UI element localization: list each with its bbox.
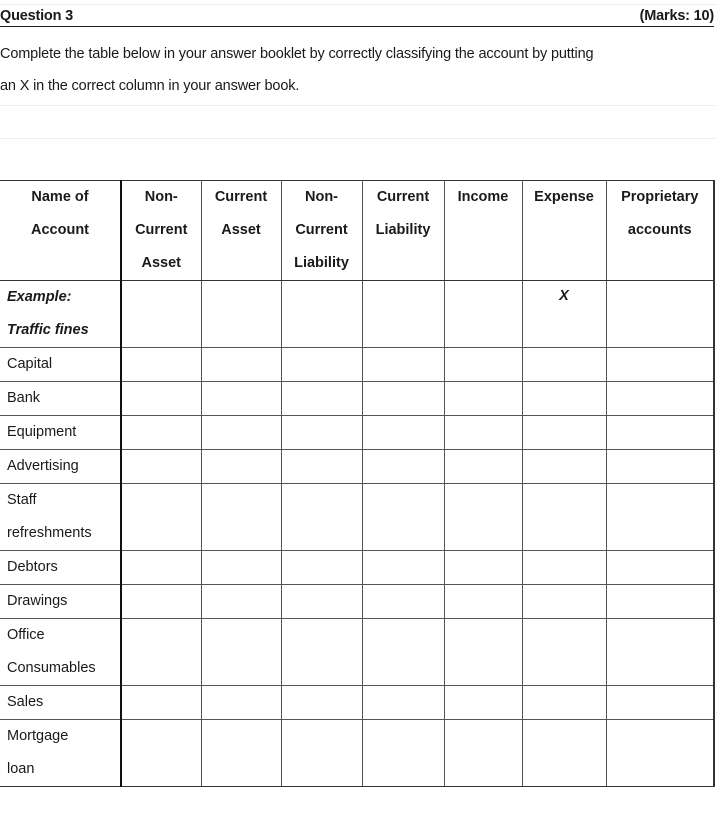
classification-cell-current-asset[interactable] [201,484,281,551]
classification-cell-current-liability[interactable] [362,450,444,484]
classification-cell-non-current-liability[interactable] [281,416,362,450]
account-name-cell [0,720,121,787]
account-name-text: Advertising [7,458,79,474]
classification-cell-non-current-liability[interactable] [281,382,362,416]
column-header-line: Name of [31,189,89,205]
classification-cell-expense[interactable] [522,585,606,619]
classification-cell-proprietary-accounts[interactable] [606,585,714,619]
classification-cell-non-current-liability[interactable] [281,619,362,686]
classification-cell-expense[interactable] [522,619,606,686]
classification-cell-income[interactable] [444,382,522,416]
account-name-cell [0,416,121,450]
classification-cell-current-liability[interactable] [362,484,444,551]
classification-cell-proprietary-accounts[interactable] [606,281,714,348]
page-separator [0,105,717,106]
classification-cell-non-current-liability[interactable] [281,686,362,720]
account-name-cell [0,551,121,585]
account-name-cell [0,348,121,382]
account-name-text: Traffic fines [7,322,89,338]
account-name-text: Drawings [7,593,68,609]
classification-cell-non-current-asset[interactable] [121,585,201,619]
column-header-name-of-account [0,181,121,281]
classification-cell-expense[interactable] [522,450,606,484]
table-row [0,551,714,585]
classification-cell-non-current-asset[interactable] [121,720,201,787]
classification-cell-non-current-liability[interactable] [281,484,362,551]
classification-cell-income[interactable] [444,416,522,450]
page-separator [0,138,717,139]
account-name-text: Example: [7,289,72,305]
column-header-line: Proprietary [621,189,699,205]
account-name-text: Sales [7,694,44,710]
table-row [0,720,714,787]
classification-cell-current-liability[interactable] [362,281,444,348]
question-marks: (Marks: 10) [639,8,714,24]
classification-cell-non-current-liability[interactable] [281,281,362,348]
classification-cell-non-current-asset[interactable] [121,619,201,686]
classification-cell-proprietary-accounts[interactable] [606,348,714,382]
column-header-line: Current [135,222,188,238]
column-header-line: Income [457,189,509,205]
classification-cell-expense[interactable] [522,348,606,382]
column-header-line: Liability [375,222,431,238]
account-name-text: Consumables [7,660,96,676]
account-name-text: Office [7,627,45,643]
column-header-line: Asset [221,222,261,238]
account-name-cell [0,686,121,720]
classification-cell-current-liability[interactable] [362,686,444,720]
column-header-line: Current [214,189,268,205]
classification-cell-current-asset[interactable] [201,585,281,619]
classification-cell-income[interactable] [444,720,522,787]
column-header-line: Current [376,189,430,205]
classification-cell-expense[interactable] [522,551,606,585]
column-header-line: accounts [627,222,692,238]
classification-cell-current-liability[interactable] [362,551,444,585]
account-name-cell [0,484,121,551]
classification-cell-expense[interactable] [522,382,606,416]
table-row [0,619,714,686]
classification-cell-proprietary-accounts[interactable] [606,720,714,787]
classification-cell-expense[interactable] [522,416,606,450]
column-header-line: Asset [141,255,181,271]
table-header-row [0,181,714,281]
column-header-line: Non- [144,189,178,205]
classification-cell-current-asset[interactable] [201,450,281,484]
question-instructions [0,38,717,102]
column-header-line: Liability [294,255,349,271]
classification-cell-non-current-asset[interactable] [121,348,201,382]
classification-cell-proprietary-accounts[interactable] [606,450,714,484]
table-row [0,686,714,720]
account-name-cell [0,619,121,686]
classification-cell-income[interactable] [444,281,522,348]
classification-cell-current-asset[interactable] [201,416,281,450]
classification-cell-current-liability[interactable] [362,619,444,686]
classification-cell-non-current-asset[interactable] [121,450,201,484]
classification-cell-proprietary-accounts[interactable] [606,686,714,720]
classification-cell-non-current-asset[interactable] [121,281,201,348]
classification-cell-non-current-liability[interactable] [281,348,362,382]
classification-cell-income[interactable] [444,619,522,686]
classification-cell-non-current-asset[interactable] [121,686,201,720]
classification-cell-non-current-asset[interactable] [121,484,201,551]
classification-cell-proprietary-accounts[interactable] [606,551,714,585]
account-name-text: Mortgage [7,728,69,744]
classification-cell-current-liability[interactable] [362,416,444,450]
account-classification-table [0,180,715,787]
classification-cell-current-asset[interactable] [201,720,281,787]
table-row-example [0,281,714,348]
classification-cell-current-asset[interactable] [201,686,281,720]
column-header-income [444,181,522,281]
account-name-text: Staff [7,492,37,508]
classification-cell-income[interactable] [444,551,522,585]
table-row [0,450,714,484]
classification-cell-current-asset[interactable] [201,348,281,382]
account-name-text: Debtors [7,559,58,575]
column-header-line: Non- [304,189,338,205]
classification-cell-income[interactable] [444,348,522,382]
table-row [0,484,714,551]
column-header-non-current-asset [121,181,201,281]
classification-cell-non-current-asset[interactable] [121,416,201,450]
classification-cell-proprietary-accounts[interactable] [606,416,714,450]
classification-cell-expense[interactable] [522,686,606,720]
account-name-cell [0,382,121,416]
account-name-text: refreshments [7,525,92,541]
account-name-cell [0,450,121,484]
account-name-cell [0,585,121,619]
classification-cell-current-asset[interactable] [201,619,281,686]
classification-cell-non-current-liability[interactable] [281,551,362,585]
classification-cell-income[interactable] [444,484,522,551]
table-row [0,382,714,416]
question-title: Question 3 [0,8,73,24]
classification-cell-non-current-liability[interactable] [281,720,362,787]
classification-cell-non-current-liability[interactable] [281,585,362,619]
table-body [0,281,714,787]
table-row [0,348,714,382]
account-name-text: loan [7,761,35,777]
column-header-proprietary-accounts [606,181,714,281]
classification-cell-current-asset[interactable] [201,551,281,585]
classification-cell-current-asset[interactable] [201,281,281,348]
classification-cell-current-liability[interactable] [362,382,444,416]
classification-cell-non-current-asset[interactable] [121,382,201,416]
table-row [0,585,714,619]
classification-cell-non-current-asset[interactable] [121,551,201,585]
classification-cell-current-liability[interactable] [362,720,444,787]
column-header-current-asset [201,181,281,281]
classification-cell-income[interactable] [444,450,522,484]
instruction-line-2: an X in the correct column in your answer book. [0,78,300,94]
classification-cell-income[interactable] [444,686,522,720]
classification-cell-current-liability[interactable] [362,348,444,382]
page-separator [0,4,717,5]
classification-cell-expense[interactable]: X [522,281,606,348]
question-header [0,6,714,27]
classification-cell-proprietary-accounts[interactable] [606,484,714,551]
account-name-text: Bank [7,390,41,406]
column-header-line: Expense [534,189,594,205]
column-header-non-current-liability [281,181,362,281]
classification-cell-expense[interactable] [522,484,606,551]
classification-cell-expense[interactable] [522,720,606,787]
column-header-current-liability [362,181,444,281]
classification-cell-proprietary-accounts[interactable] [606,382,714,416]
column-header-line: Current [295,222,348,238]
instruction-line-1: Complete the table below in your answer booklet by correctly classifying the account by putting [0,46,594,62]
account-name-text: Equipment [7,424,77,440]
classification-cell-non-current-liability[interactable] [281,450,362,484]
classification-cell-current-liability[interactable] [362,585,444,619]
classification-cell-proprietary-accounts[interactable] [606,619,714,686]
column-header-line: Account [31,222,89,238]
account-name-text: Capital [7,356,53,372]
column-header-expense [522,181,606,281]
table-row [0,416,714,450]
classification-cell-current-asset[interactable] [201,382,281,416]
account-name-cell [0,281,121,348]
classification-cell-income[interactable] [444,585,522,619]
